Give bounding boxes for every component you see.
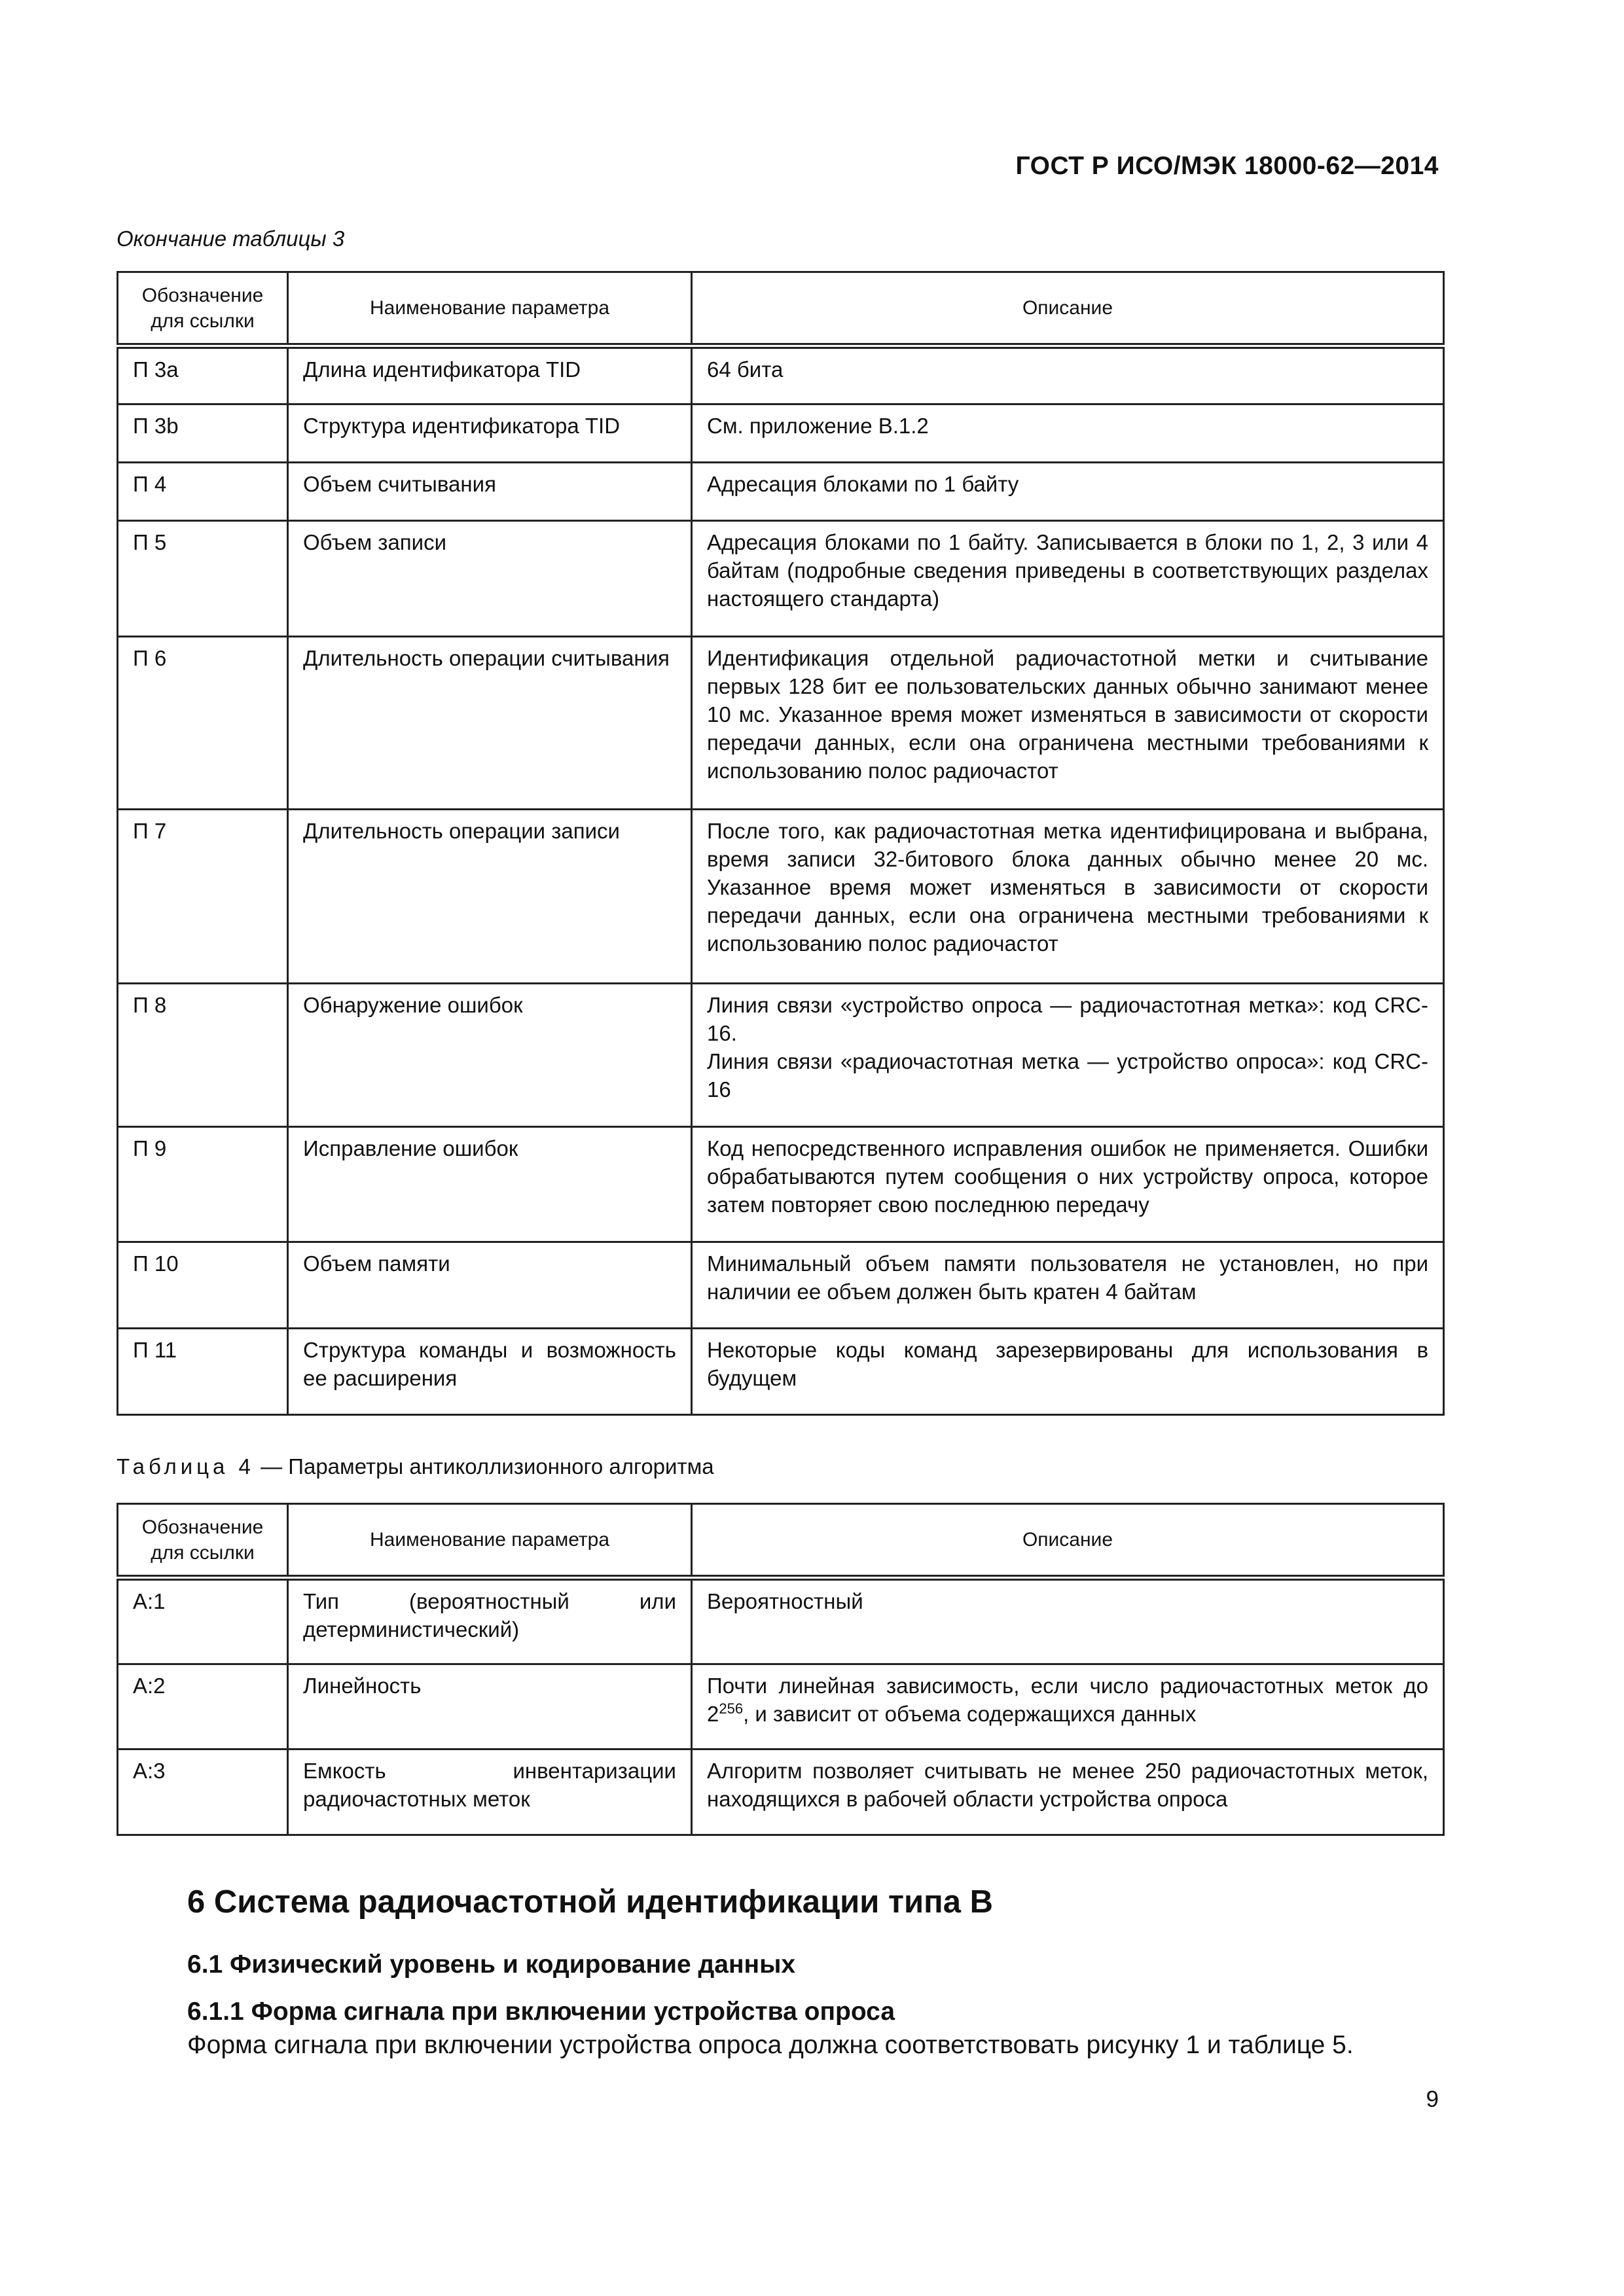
row-desc: Некоторые коды команд зарезервированы для использования в будущем xyxy=(692,1329,1444,1415)
row-ref: П 5 xyxy=(118,521,288,637)
table4-caption xyxy=(117,1454,714,1479)
row-name: Обнаружение ошибок xyxy=(288,984,692,1127)
column-header-ref: Обозначение для ссылки xyxy=(118,1504,288,1578)
subsection-title: 6.1 Физический уровень и кодирование данных xyxy=(187,1950,796,1979)
body-paragraph: Форма сигнала при включении устройства опроса должна соответствовать рисунку 1 и таблице 5. xyxy=(187,2031,1354,2059)
table-row xyxy=(118,1749,1444,1835)
row-name: Объем записи xyxy=(288,521,692,637)
table-row xyxy=(118,463,1444,521)
row-name: Длительность операции записи xyxy=(288,810,692,984)
table4-caption-label: Таблица 4 xyxy=(117,1454,255,1479)
table-3 xyxy=(117,271,1445,1416)
column-header-name: Наименование параметра xyxy=(288,272,692,346)
row-desc-line-1: Линия связи «устройство опроса — радиочастотная метка»: код CRC-16. xyxy=(707,993,1428,1045)
row-name: Объем памяти xyxy=(288,1242,692,1329)
table-row xyxy=(118,1127,1444,1242)
row-ref: П 3b xyxy=(118,404,288,463)
table4-caption-text: — Параметры антиколлизионного алгоритма xyxy=(254,1454,714,1479)
row-ref: А:2 xyxy=(118,1664,288,1749)
row-desc-text: Почти линейная зависимость, если число радиочастотных меток до 2 xyxy=(707,1674,1428,1726)
row-desc: 64 бита xyxy=(692,346,1444,404)
row-ref: П 3a xyxy=(118,346,288,404)
section-title: 6 Система радиочастотной идентификации типа В xyxy=(187,1884,994,1920)
row-desc: Алгоритм позволяет считывать не менее 250 радиочастотных меток, находящихся в рабочей области устройства опроса xyxy=(692,1749,1444,1835)
row-ref: П 10 xyxy=(118,1242,288,1329)
table-row xyxy=(118,637,1444,810)
table-row xyxy=(118,984,1444,1127)
row-desc-text-tail: , и зависит от объема содержащихся данных xyxy=(743,1702,1197,1726)
table-header-row xyxy=(118,1504,1444,1578)
row-desc: Адресация блоками по 1 байту. Записывается в блоки по 1, 2, 3 или 4 байтам (подробные сведения приведены в соответствующих разделах настоящего стандарта) xyxy=(692,521,1444,637)
subsubsection-title: 6.1.1 Форма сигнала при включении устройства опроса xyxy=(187,1998,895,2026)
table-row xyxy=(118,1578,1444,1664)
row-desc xyxy=(692,1664,1444,1749)
table-row xyxy=(118,404,1444,463)
table-row xyxy=(118,1242,1444,1329)
row-desc: Вероятностный xyxy=(692,1578,1444,1664)
row-ref: П 8 xyxy=(118,984,288,1127)
table-row xyxy=(118,810,1444,984)
column-header-ref: Обозначение для ссылки xyxy=(118,272,288,346)
row-desc: После того, как радиочастотная метка идентифицирована и выбрана, время записи 32-битового блока данных обычно менее 20 мс. Указанное время может изменяться в зависимости от скорости передачи данных, если она ограничена местными требованиями к использованию полос радиочастот xyxy=(692,810,1444,984)
row-desc: Минимальный объем памяти пользователя не установлен, но при наличии ее объем должен быть кратен 4 байтам xyxy=(692,1242,1444,1329)
table-row xyxy=(118,521,1444,637)
table-header-row xyxy=(118,272,1444,346)
column-header-desc: Описание xyxy=(692,1504,1444,1578)
row-desc-line-2: Линия связи «радиочастотная метка — устройство опроса»: код CRC-16 xyxy=(707,1049,1428,1102)
row-name: Исправление ошибок xyxy=(288,1127,692,1242)
column-header-desc: Описание xyxy=(692,272,1444,346)
row-ref: П 9 xyxy=(118,1127,288,1242)
row-desc: Адресация блоками по 1 байту xyxy=(692,463,1444,521)
row-desc: Идентификация отдельной радиочастотной метки и считывание первых 128 бит ее пользовательских данных обычно занимают менее 10 мс. Указанное время может изменяться в зависимости от скорости передачи данных, если она ограничена местными требованиями к использованию полос радиочастот xyxy=(692,637,1444,810)
table-row xyxy=(118,1664,1444,1749)
row-name: Линейность xyxy=(288,1664,692,1749)
row-name: Длина идентификатора TID xyxy=(288,346,692,404)
row-ref: А:1 xyxy=(118,1578,288,1664)
table-row xyxy=(118,1329,1444,1415)
column-header-name: Наименование параметра xyxy=(288,1504,692,1578)
row-desc: См. приложение В.1.2 xyxy=(692,404,1444,463)
row-ref: П 6 xyxy=(118,637,288,810)
row-ref: П 7 xyxy=(118,810,288,984)
row-name: Структура команды и возможность ее расширения xyxy=(288,1329,692,1415)
table-4 xyxy=(117,1503,1445,1836)
standard-id-header: ГОСТ Р ИСО/МЭК 18000-62—2014 xyxy=(1015,152,1439,180)
row-name: Объем считывания xyxy=(288,463,692,521)
row-name: Длительность операции считывания xyxy=(288,637,692,810)
row-ref: П 11 xyxy=(118,1329,288,1415)
table3-continuation-caption: Окончание таблицы 3 xyxy=(117,226,345,251)
page-number: 9 xyxy=(1426,2087,1439,2112)
row-name: Структура идентификатора TID xyxy=(288,404,692,463)
row-name: Емкость инвентаризации радиочастотных меток xyxy=(288,1749,692,1835)
row-desc xyxy=(692,984,1444,1127)
table-row xyxy=(118,346,1444,404)
row-ref: П 4 xyxy=(118,463,288,521)
row-desc: Код непосредственного исправления ошибок не применяется. Ошибки обрабатываются путем сообщения о них устройству опроса, которое затем повторяет свою последнюю передачу xyxy=(692,1127,1444,1242)
row-desc-exponent: 256 xyxy=(719,1700,744,1717)
row-ref: А:3 xyxy=(118,1749,288,1835)
row-name: Тип (вероятностный или детерминистический) xyxy=(288,1578,692,1664)
